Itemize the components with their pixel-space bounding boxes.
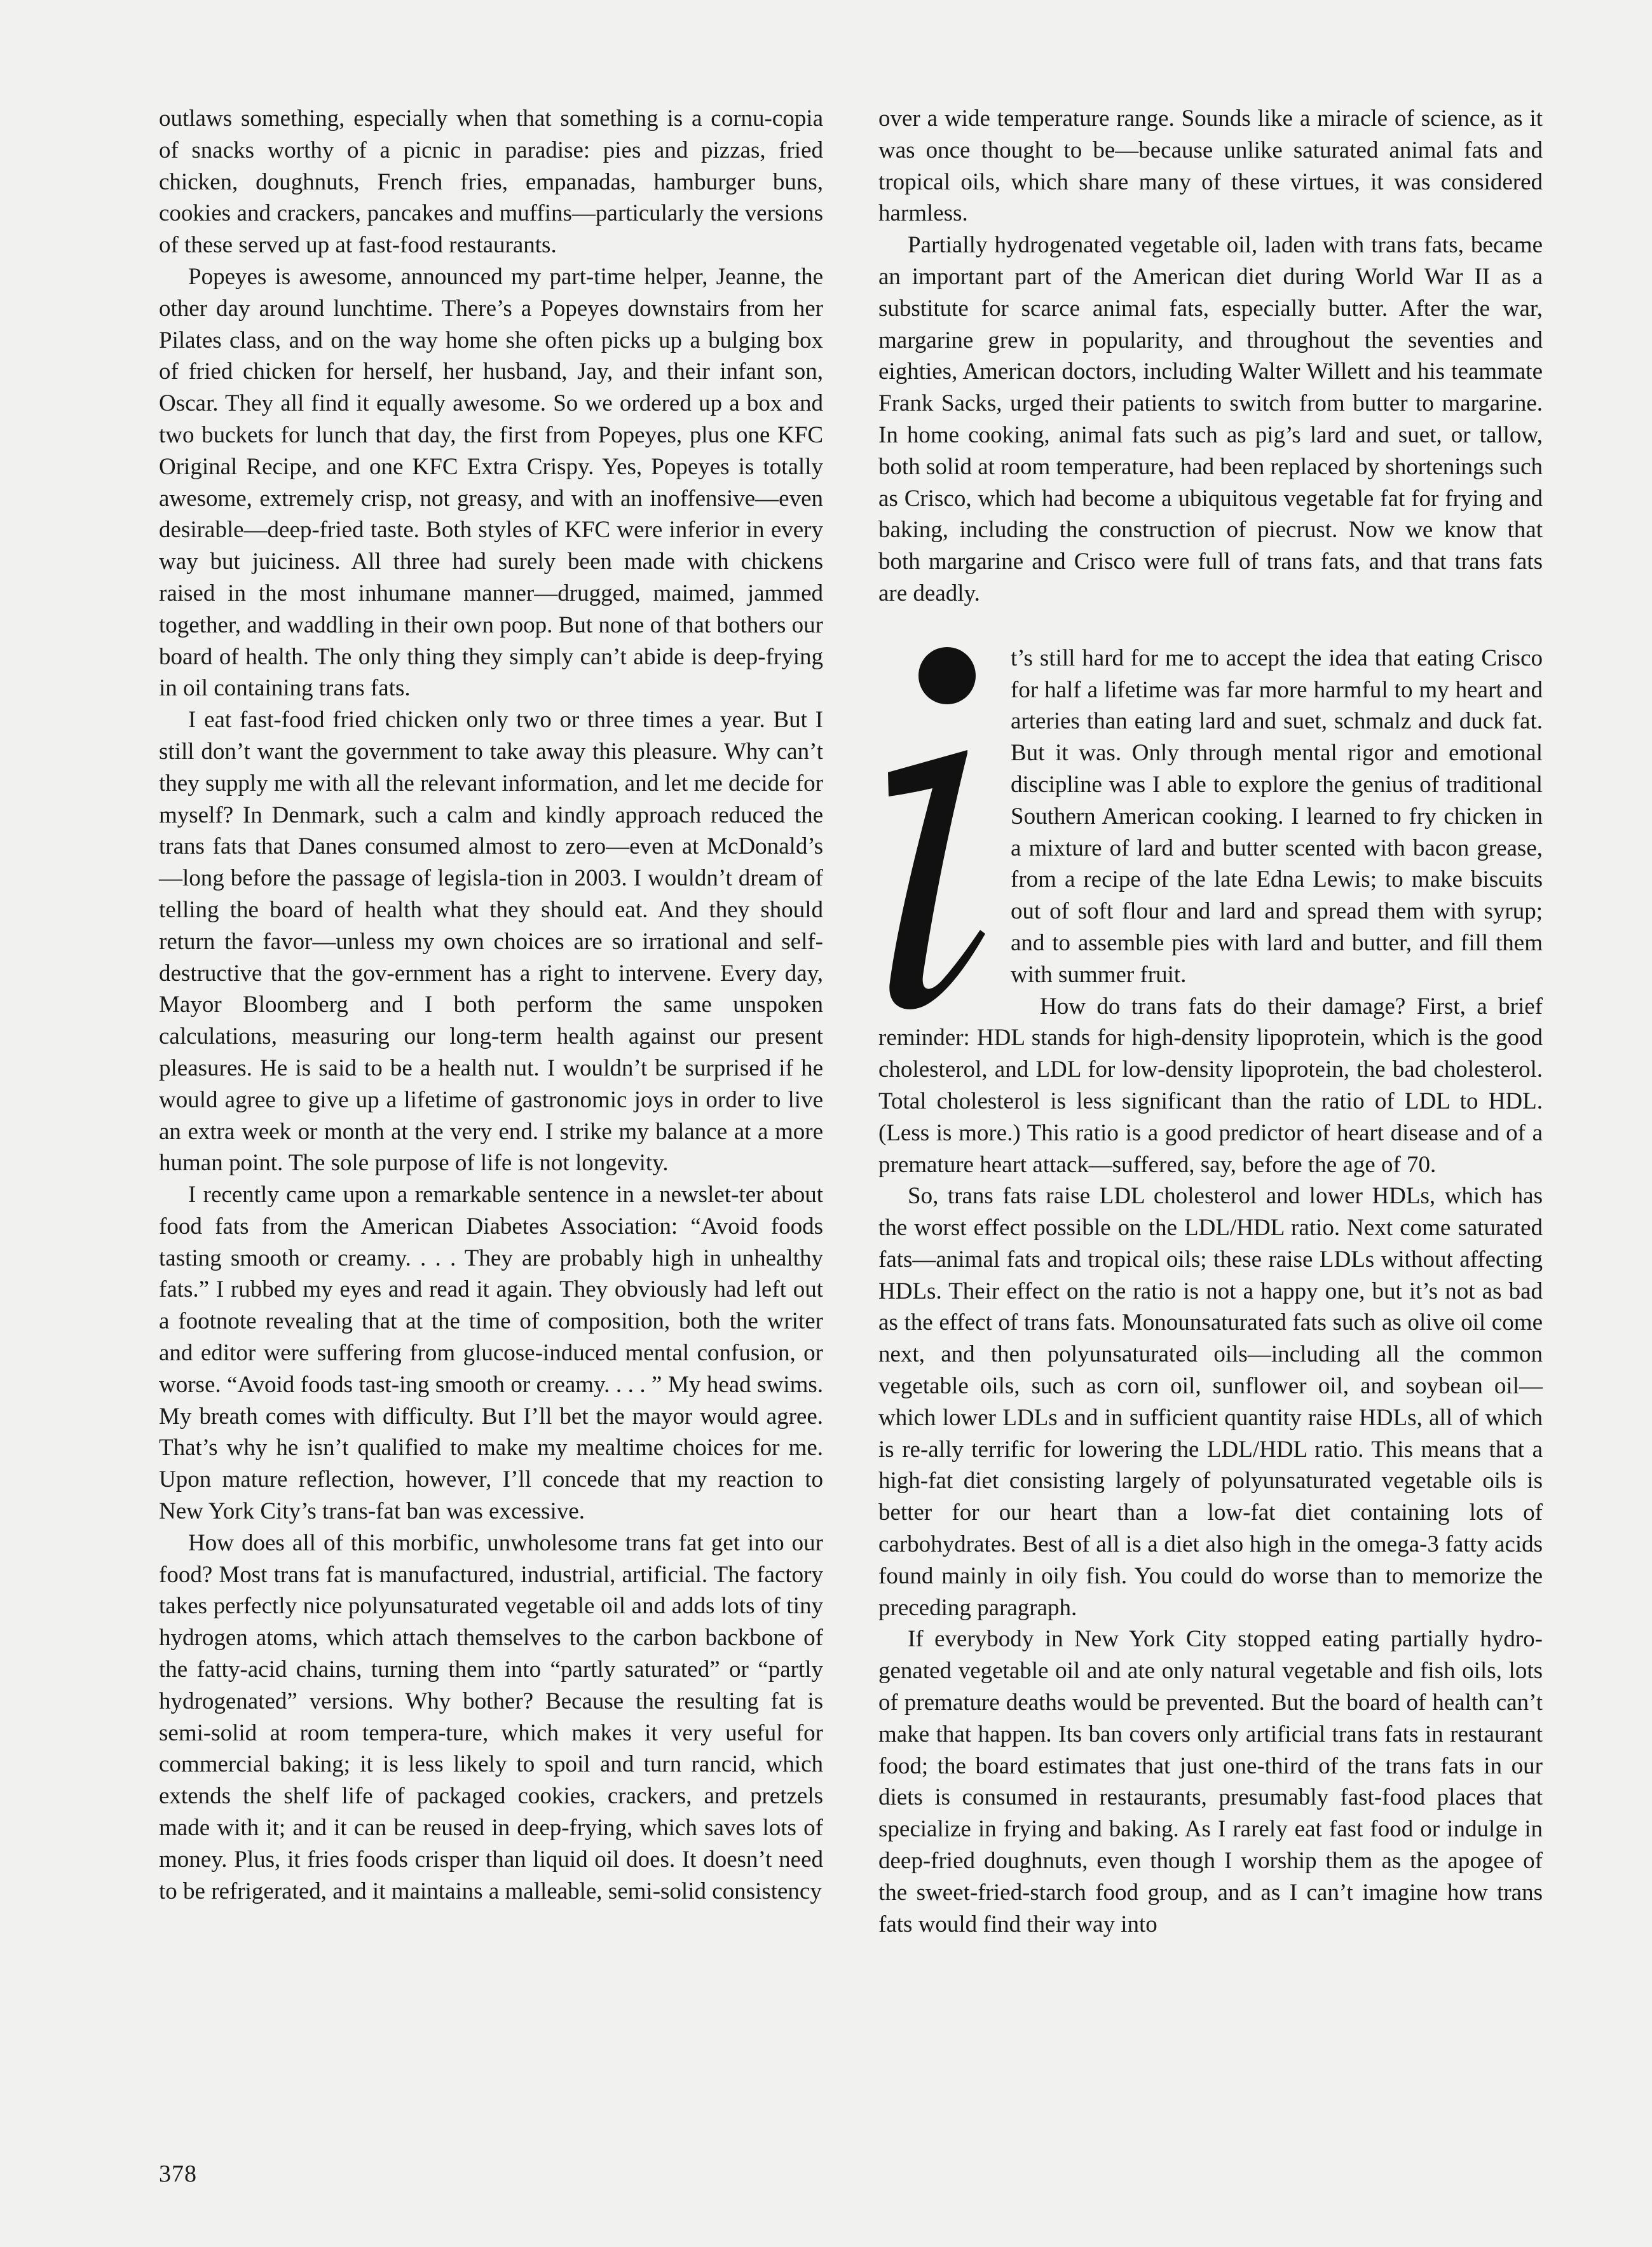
- paragraph: Partially hydrogenated vegetable oil, laden with trans fats, became an important part of the American diet during World War II as a substitute for scarce animal fats, especially butter. After the war, margarine grew in popularity, and throughout the seventies and eighties, American doctors, including Walter Willett and his teammate Frank Sacks, urged their patients to switch from butter to margarine. In home cooking, animal fats such as pig’s lard and suet, or tallow, both solid at room temperature, had been replaced by shortenings such as Crisco, which had become a ubiquitous vegetable fat for frying and baking, including the construction of piecrust. Now we know that both margarine and Crisco were full of trans fats, and that trans fats are deadly.: [878, 232, 1543, 606]
- paragraph: So, trans fats raise LDL cholesterol and lower HDLs, which has the worst effect possible on the LDL/HDL ratio. Next come saturated fats—animal fats and tropical oils; these raise LDLs without affecting HDLs. Their effect on the ratio is not a happy one, but it’s not as bad as the effect of trans fats. Monounsaturated fats such as olive oil come next, and then polyunsaturated oils—including all the common vegetable oils, such as corn oil, sunflower oil, and soybean oil—which lower LDLs and in sufficient quantity raise HDLs, all of which is re-ally terrific for lowering the LDL/HDL ratio. This means that a high-fat diet consisting largely of polyunsaturated vegetable oils is better for our heart than a low-fat diet containing lots of carbohydrates. Best of all is a diet also high in the omega-3 fatty acids found mainly in oily fish. You could do worse than to memorize the preceding paragraph.: [878, 1183, 1543, 1621]
- drop-cap: [872, 645, 999, 1011]
- paragraph: over a wide temperature range. Sounds like a miracle of science, as it was once thought to be—because unlike saturated animal fats and tropical oils, which share many of these virtues, it was considered harmless.: [878, 106, 1543, 227]
- paragraph: t’s still hard for me to accept the idea that eating Crisco for half a lifetime was far more harmful to my heart and arteries than eating lard and suet, schmalz and duck fat. But it was. Only through mental rigor and emotional discipline was I able to explore the genius of traditional Southern American cooking. I learned to fry chicken in a mixture of lard and butter scented with bacon grease, from a recipe of the late Edna Lewis; to make biscuits out of soft flour and lard and spread them with syrup; and to assemble pies with lard and butter, and fill them with summer fruit.: [1011, 645, 1543, 988]
- paragraph: How do trans fats do their damage? First, a brief reminder: HDL stands for high-density lipoprotein, which is the good cholesterol, and LDL for low-density lipoprotein, the bad cholesterol. Total cholesterol is less significant than the ratio of LDL to HDL. (Less is more.) This ratio is a good predictor of heart disease and of a premature heart attack—suffered, say, before the age of 70.: [878, 993, 1543, 1178]
- left-column: [159, 103, 823, 1907]
- drop-cap-section: [878, 643, 1543, 991]
- paragraph: I eat fast-food fried chicken only two or three times a year. But I still don’t want the government to take away this pleasure. Why can’t they supply me with all the relevant information, and let me decide for myself? In Denmark, such a calm and kindly approach reduced the trans fats that Danes consumed almost to zero—even at McDonald’s—long before the passage of legisla-tion in 2003. I wouldn’t dream of telling the board of health what they should eat. And they should return the favor—unless my own choices are so irrational and self-destructive that the gov-ernment has a right to intervene. Every day, Mayor Bloomberg and I both perform the same unspoken calculations, measuring our long-term health against our present pleasures. He is said to be a health nut. I wouldn’t be surprised if he would agree to give up a lifetime of gastronomic joys in order to live an extra week or month at the very end. I strike my balance at a more human point. The sole purpose of life is not longevity.: [159, 707, 823, 1177]
- paragraph: How does all of this morbific, unwholesome trans fat get into our food? Most trans fat is manufactured, industrial, artificial. The factory takes perfectly nice polyunsaturated vegetable oil and adds lots of tiny hydrogen atoms, which attach themselves to the carbon backbone of the fatty-acid chains, turning them into “partly saturated” or “partly hydrogenated” versions. Why bother? Because the resulting fat is semi-solid at room tempera-ture, which makes it very useful for commercial baking; it is less likely to spoil and turn rancid, which extends the shelf life of packaged cookies, crackers, and pretzels made with it; and it can be reused in deep-frying, which saves lots of money. Plus, it fries foods crisper than liquid oil does. It doesn’t need to be refrigerated, and it maintains a malleable, semi-solid consistency: [159, 1529, 823, 1904]
- paragraph: I recently came upon a remarkable sentence in a newslet-ter about food fats from the American Diabetes Association: “Avoid foods tasting smooth or creamy. . . . They are probably high in unhealthy fats.” I rubbed my eyes and read it again. They obviously had left out a footnote revealing that at the time of composition, both the writer and editor were suffering from glucose-induced mental confusion, or worse. “Avoid foods tast-ing smooth or creamy. . . . ” My head swims. My breath comes with difficulty. But I’ll bet the mayor would agree. That’s why he isn’t qualified to make my mealtime choices for me. Upon mature reflection, however, I’ll concede that my reaction to New York City’s trans-fat ban was excessive.: [159, 1182, 823, 1525]
- page-number: 378: [159, 2161, 197, 2187]
- paragraph: outlaws something, especially when that something is a cornu-copia of snacks worthy of a picnic in paradise: pies and pizzas, fried chicken, doughnuts, French fries, empanadas, hamburger buns, cookies and crackers, pancakes and muffins—particularly the versions of these served up at fast-food restaurants.: [159, 106, 823, 259]
- paragraph: If everybody in New York City stopped eating partially hydro-genated vegetable oil and ate only natural vegetable and fish oils, lots of premature deaths would be prevented. But the board of health can’t make that happen. Its ban covers only artificial trans fats in restaurant food; the board estimates that just one-third of the trans fats in our diets is consumed in restaurants, presumably fast-food places that specialize in frying and baking. As I rarely eat fast food or indulge in deep-fried doughnuts, even though I worship them as the apogee of the sweet-fried-starch food group, and as I can’t imagine how trans fats would find their way into: [878, 1626, 1543, 1937]
- paragraph: Popeyes is awesome, announced my part-time helper, Jeanne, the other day around lunchtime. There’s a Popeyes downstairs from her Pilates class, and on the way home she often picks up a bulging box of fried chicken for herself, her husband, Jay, and their infant son, Oscar. They all find it equally awesome. So we ordered up a box and two buckets for lunch that day, the first from Popeyes, plus one KFC Original Recipe, and one KFC Extra Crispy. Yes, Popeyes is totally awesome, extremely crisp, not greasy, and with an inoffensive—even desirable—deep-fried taste. Both styles of KFC were inferior in every way but juiciness. All three had surely been made with chickens raised in the most inhumane manner—drugged, maimed, jammed together, and waddling in their own poop. But none of that bothers our board of health. The only thing they simply can’t abide is deep-frying in oil containing trans fats.: [159, 263, 823, 702]
- right-column: [878, 103, 1543, 1940]
